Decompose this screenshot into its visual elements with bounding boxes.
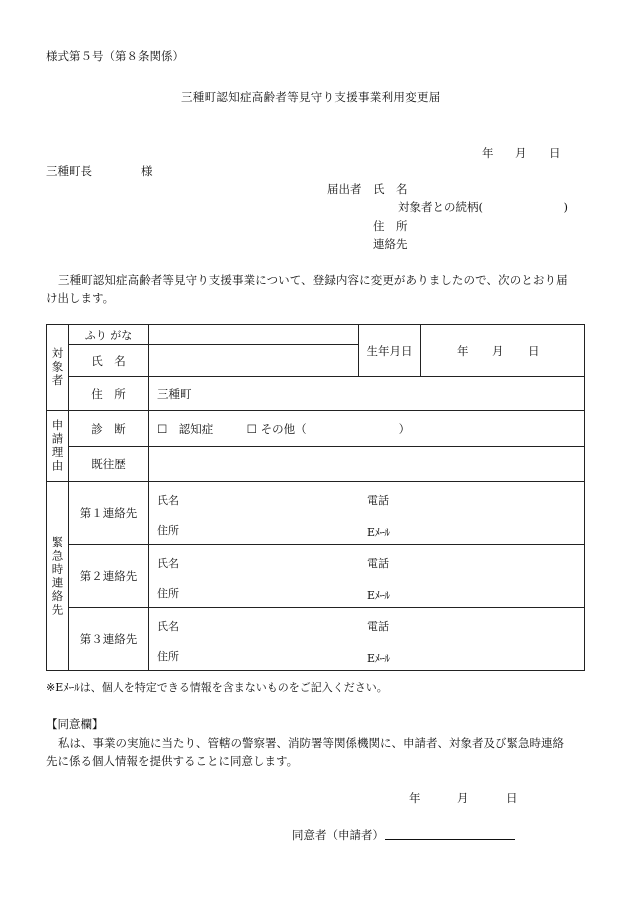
diagnosis-label: 診 断 — [69, 411, 149, 447]
contact-2-phone-label: 電話 — [367, 557, 389, 570]
contact-3-name-label: 氏名 — [157, 620, 179, 633]
consent-date-month: 月 — [457, 791, 469, 805]
addressee-honorific: 様 — [141, 164, 153, 178]
contact-3-address-label: 住所 — [157, 650, 179, 663]
furigana-label: ふり がな — [69, 325, 149, 345]
applicant-label: 届出者 — [327, 182, 362, 196]
birth-date-field[interactable]: 年 月 日 — [421, 325, 585, 377]
furigana-field[interactable] — [149, 325, 359, 345]
name-field[interactable] — [149, 345, 359, 377]
contact-2-address-label: 住所 — [157, 587, 179, 600]
contact-2-name-label: 氏名 — [157, 557, 179, 570]
contact-2-label: 第２連絡先 — [69, 545, 149, 608]
section-subject: 対象者 — [47, 325, 69, 411]
date-year: 年 — [482, 146, 494, 160]
history-field[interactable] — [149, 447, 585, 482]
address-value: 三種町 — [157, 386, 192, 401]
address-label: 住 所 — [69, 377, 149, 411]
email-note: ※Eﾒｰﾙは、個人を特定できる情報を含まないものをご記入ください。 — [46, 681, 388, 694]
diagnosis-option-dementia[interactable]: ☐ 認知症 — [157, 421, 214, 436]
diagnosis-option-other[interactable]: ☐ その他（ ） — [246, 421, 411, 436]
consent-signer-label: 同意者（申請者） — [292, 828, 384, 842]
contact-1-phone-label: 電話 — [367, 494, 389, 507]
consent-line-2: 先に係る個人情報を提供することに同意します。 — [46, 754, 299, 768]
page-title: 三種町認知症高齢者等見守り支援事業利用変更届 — [181, 90, 441, 104]
form-number: 様式第５号（第８条関係） — [46, 49, 184, 63]
contact-1-field[interactable] — [149, 482, 585, 545]
consent-heading: 【同意欄】 — [46, 717, 104, 731]
addressee: 三種町長 — [46, 164, 92, 178]
contact-3-field[interactable] — [149, 608, 585, 671]
birth-label: 生年月日 — [359, 325, 421, 377]
contact-1-name-label: 氏名 — [157, 494, 179, 507]
history-label: 既往歴 — [69, 447, 149, 482]
intro-line-2: け出します。 — [46, 291, 115, 305]
application-table — [46, 324, 585, 671]
consent-line-1: 私は、事業の実施に当たり、管轄の警察署、消防署等関係機関に、申請者、対象者及び緊急時連絡 — [58, 736, 564, 750]
applicant-contact-label: 連絡先 — [373, 237, 408, 251]
consent-date-year: 年 — [409, 791, 421, 805]
consent-date-day: 日 — [506, 791, 518, 805]
section-emergency: 緊急時連絡先 — [47, 482, 69, 671]
contact-3-label: 第３連絡先 — [69, 608, 149, 671]
contact-3-phone-label: 電話 — [367, 620, 389, 633]
consent-signature-line[interactable] — [385, 825, 515, 840]
address-field[interactable] — [149, 377, 585, 411]
section-reason: 申請理由 — [47, 411, 69, 482]
contact-3-email-label: Eﾒｰﾙ — [367, 652, 390, 665]
name-label: 氏 名 — [69, 345, 149, 377]
applicant-address-label: 住 所 — [373, 219, 408, 233]
date-day: 日 — [549, 146, 561, 160]
diagnosis-field — [149, 411, 585, 447]
contact-1-address-label: 住所 — [157, 524, 179, 537]
contact-1-email-label: Eﾒｰﾙ — [367, 526, 390, 539]
contact-2-field[interactable] — [149, 545, 585, 608]
applicant-relation-label: 対象者との続柄( ) — [398, 200, 568, 214]
intro-line-1: 三種町認知症高齢者等見守り支援事業について、登録内容に変更がありましたので、次のとおり届 — [58, 273, 568, 287]
contact-2-email-label: Eﾒｰﾙ — [367, 589, 390, 602]
contact-1-label: 第１連絡先 — [69, 482, 149, 545]
date-month: 月 — [515, 146, 527, 160]
applicant-name-label: 氏 名 — [373, 182, 408, 196]
